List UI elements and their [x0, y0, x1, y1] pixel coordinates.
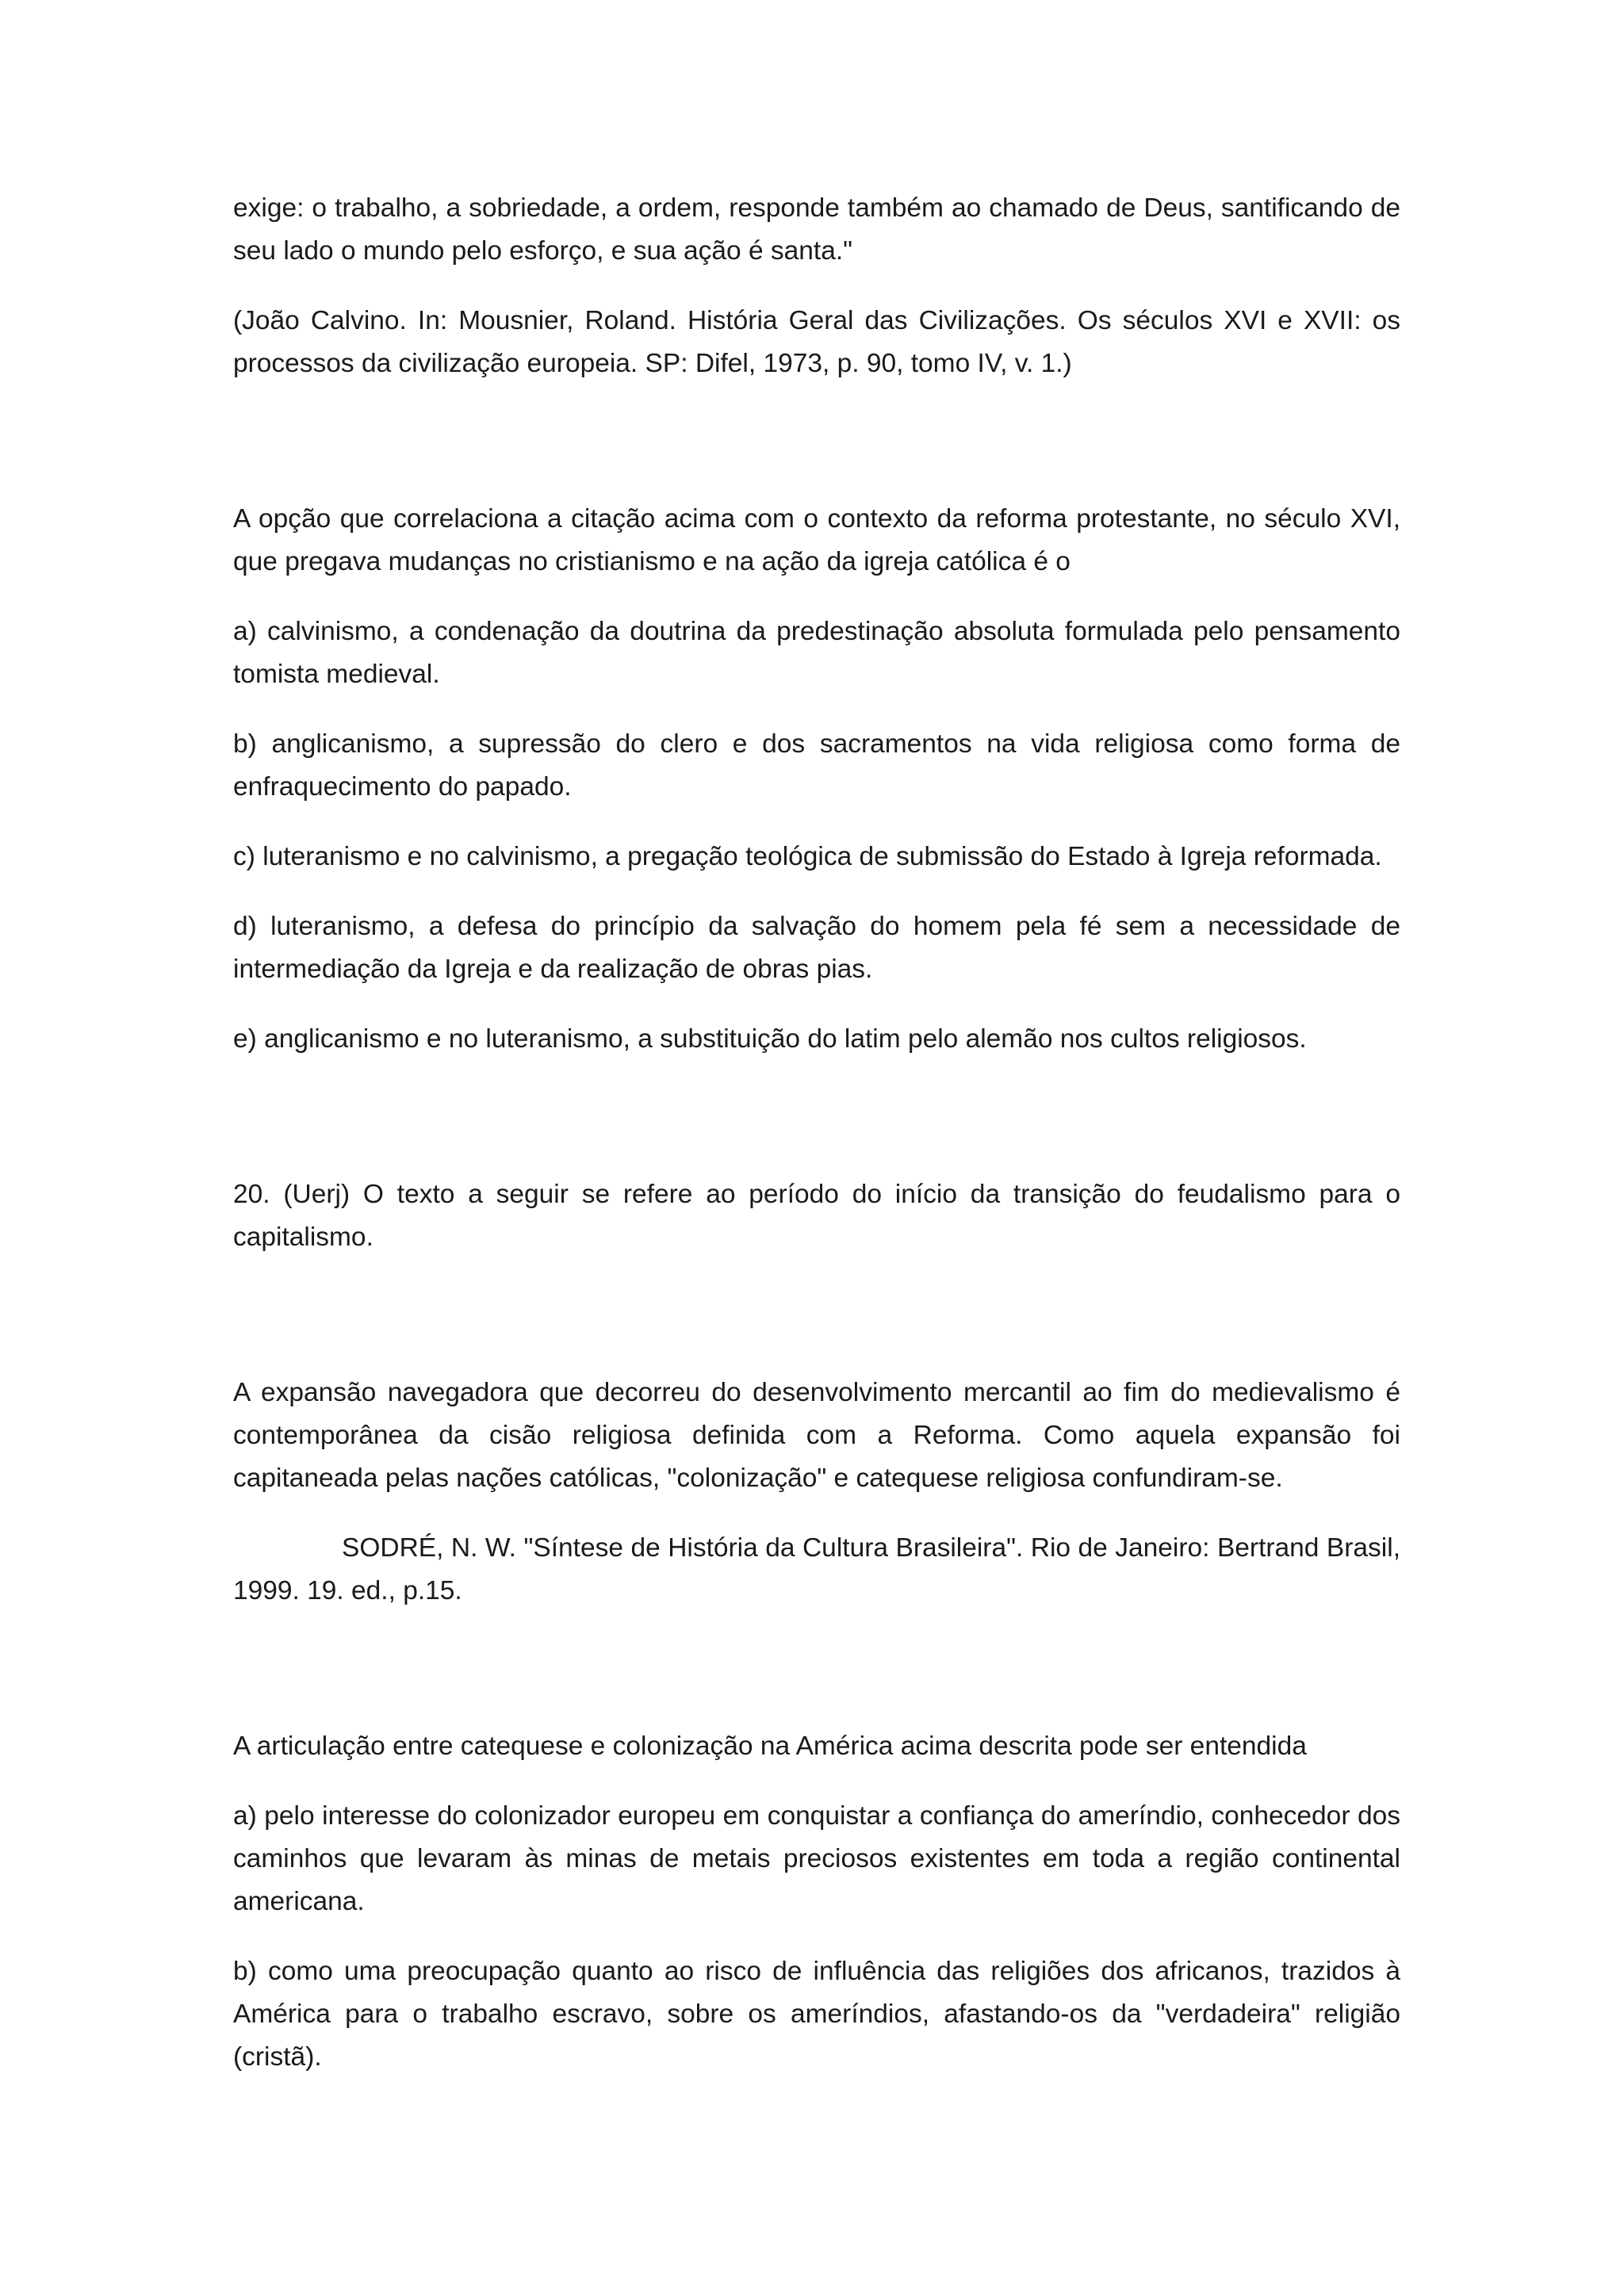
document-page [233, 187, 1400, 2079]
quote-ending: exige: o trabalho, a sobriedade, a ordem, responde também ao chamado de Deus, santificando de seu lado o mundo pelo esforço, e sua ação é santa." [233, 193, 1400, 266]
question-19-option-d: d) luteranismo, a defesa do princípio da salvação do homem pela fé sem a necessidade de intermediação da Igreja e da realização de obras pias. [233, 912, 1400, 984]
question-20-option-a: a) pelo interesse do colonizador europeu em conquistar a confiança do ameríndio, conhecedor dos caminhos que levaram às minas de metais preciosos existentes em toda a região continental americana. [233, 1801, 1400, 1916]
question-20-header: 20. (Uerj) O texto a seguir se refere ao período do início da transição do feudalismo para o capitalismo. [233, 1180, 1400, 1252]
question-19-option-e: e) anglicanismo e no luteranismo, a substituição do latim pelo alemão nos cultos religiosos. [233, 1024, 1307, 1054]
question-20-excerpt-source: SODRÉ, N. W. "Síntese de História da Cultura Brasileira". Rio de Janeiro: Bertrand Brasil, 1999. 19. ed., p.15. [233, 1533, 1400, 1605]
question-20-excerpt: A expansão navegadora que decorreu do desenvolvimento mercantil ao fim do medievalismo é contemporânea da cisão religiosa definida com a Reforma. Como aquela expansão foi capitaneada pelas nações católicas, "colonização" e catequese religiosa confundiram-se. [233, 1378, 1400, 1493]
quote-citation: (João Calvino. In: Mousnier, Roland. História Geral das Civilizações. Os séculos XVI e XVII: os processos da civilização europeia. SP: Difel, 1973, p. 90, tomo IV, v. 1.) [233, 306, 1400, 378]
question-19-stem: A opção que correlaciona a citação acima com o contexto da reforma protestante, no século XVI, que pregava mudanças no cristianismo e na ação da igreja católica é o [233, 504, 1400, 576]
question-19-option-c: c) luteranismo e no calvinismo, a pregação teológica de submissão do Estado à Igreja reformada. [233, 842, 1382, 871]
question-19-option-a: a) calvinismo, a condenação da doutrina da predestinação absoluta formulada pelo pensamento tomista medieval. [233, 617, 1400, 689]
question-20-option-b: b) como uma preocupação quanto ao risco de influência das religiões dos africanos, trazidos à América para o trabalho escravo, sobre os ameríndios, afastando-os da "verdadeira" religião (cristã). [233, 1957, 1400, 2072]
question-20-stem: A articulação entre catequese e colonização na América acima descrita pode ser entendida [233, 1732, 1307, 1761]
question-19-option-b: b) anglicanismo, a supressão do clero e dos sacramentos na vida religiosa como forma de enfraquecimento do papado. [233, 729, 1400, 802]
